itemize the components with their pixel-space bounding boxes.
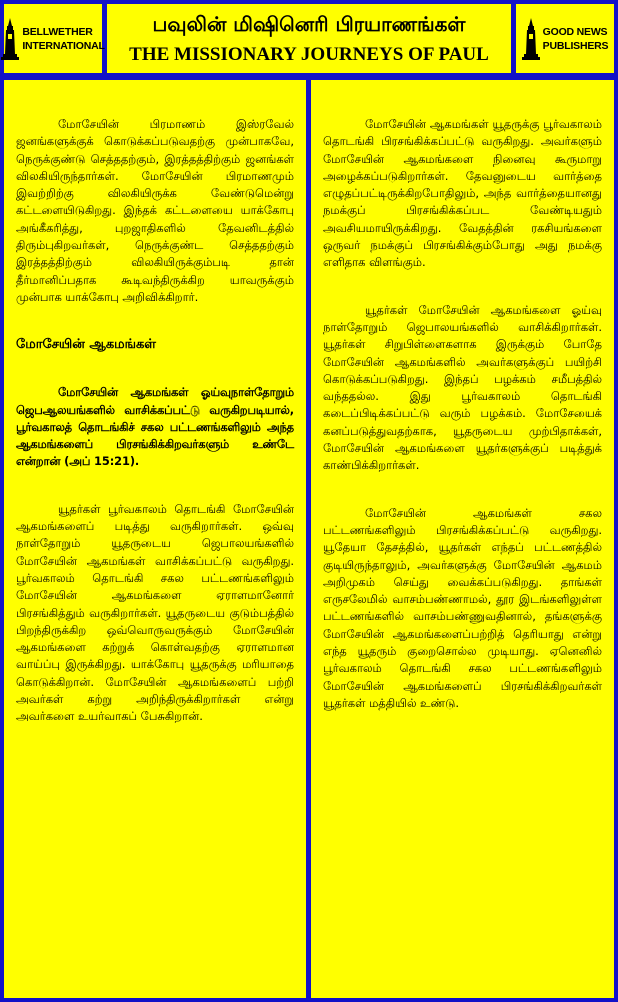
good-news-logo (516, 4, 614, 73)
left-logo-line1: BELLWETHER (22, 25, 93, 38)
right-paragraph-1: மோசேயின் ஆகமங்கள் யூதருக்கு பூர்வகாலம் தொடங்கி பிரசங்கிக்கப்பட்டு வருகிறது. அவர்களும் மோசேயின் ஆகமங்களை நினைவு கூருமாறு அழைக்கப்படுகிறார்கள். தேவனுடைய வார்த்தை எழுதப்பட்டிருக்கிறபோதிலும், அந்த வார்த்தையானது நமக்குப் பிரசங்கிக்கப்பட வேண்டியதும் அவசியமாயிருக்கிறது. வேதத்தின் ரகசியங்களை ஒருவர் நமக்குப் பிரசங்கிக்கும்போது அது நமக்கு எளிதாக விளங்கும். (323, 117, 602, 270)
title-tamil: பவுலின் மிஷினெரி பிரயாணங்கள் (152, 12, 466, 36)
title-english: THE MISSIONARY JOURNEYS OF PAUL (129, 44, 489, 65)
scripture-quote: மோசேயின் ஆகமங்கள் ஓய்வுநாள்தோறும் ஜெபஆலயங்களில் வாசிக்கப்பட்டு வருகிறபடியால், பூர்வகாலத் தொடங்கிச் சகல பட்டணங்களிலும் அந்த ஆகமங்களைப் பிரசங்கிக்கிறவர்களும் உண்டே என்றான் (அப் 15:21). (16, 385, 294, 469)
right-logo-line2: PUBLISHERS (542, 39, 609, 52)
good-news-tower-icon (522, 18, 540, 60)
section-heading: மோசேயின் ஆகமங்கள் (16, 337, 157, 353)
right-column (311, 80, 614, 998)
bellwether-tower-icon (1, 18, 19, 60)
bellwether-logo (4, 4, 105, 73)
right-paragraph-2: யூதர்கள் மோசேயின் ஆகமங்களை ஓய்வு நாள்தோறும் ஜெபாலயங்களில் வாசிக்கிறார்கள். யூதர்கள் சிறுபிள்ளைகளாக இருக்கும் போதே மோசேயின் ஆகமங்களில் அவர்களுக்குப் பயிற்சி கொடுக்கப்படுகிறது. இந்தப் பழக்கம் சமீபத்தில் வந்ததல்ல. இது பூர்வகாலம் தொடங்கி கடைப்பிடிக்கப்பட்டு வரும் பழக்கம். மோசேயைக் கனப்படுத்துவதற்காக, யூதருடைய முற்பிதாக்கள், மோசேயின் ஆகமங்களை யூதர்களுக்குப் படித்துக் காண்பிக்கிறார்கள். (323, 302, 602, 473)
right-logo-line1: GOOD NEWS (542, 25, 608, 38)
left-paragraph-2: யூதர்கள் பூர்வகாலம் தொடங்கி மோசேயின் ஆகமங்களைப் படித்து வருகிறார்கள். ஒவ்வு நாள்தோறும் யூதருடைய ஜெபாலயங்களில் மோசேயின் ஆகமங்கள் வாசிக்கப்பட்டு வருகிறது. பூர்வகாலம் தொடங்கி சகல பட்டணங்களிலும் மோசேயின் ஆகமங்களை ஏராளமானோர் பிரசங்கித்தும் வருகிறார்கள். யூதருடைய குடும்பத்தில் பிறந்திருக்கிற ஒவ்வொருவருக்கும் மோசேயின் ஆகமங்களை கற்றுக் கொள்வதற்கு ஏராளமான வாய்ப்பு இருக்கிறது. யாக்கோபு யூதருக்கு மரியாதை கொடுக்கிறான். மோசேயின் ஆகமங்களைப் பற்றி அவர்கள் கற்று அறிந்திருக்கிறார்கள் என்று அவர்களை உயர்வாகப் பேசுகிறான். (16, 501, 294, 724)
left-paragraph-1: மோசேயின் பிரமாணம் இஸ்ரவேல் ஜனங்களுக்குக் கொடுக்கப்படுவதற்கு முன்பாகவே, நெருக்குண்டு செத்ததற்கும், இரத்தத்திற்கும் ஜனங்கள் விலகியிருந்தார்கள். மோசேயின் பிரமாணமும் இவற்றிற்கு விலகியிருக்க வேண்டுமென்று கட்டளையிடுகிறது. இந்தக் கட்டளையை யாக்கோபு அங்கீகரித்து, புறஜாதிகளில் தேவனிடத்தில் திரும்புகிறவர்கள், நெருக்குண்ட செத்ததற்கும் இரத்தத்திற்கும் விலகியிருக்கும்படி தான் தீர்மானிப்பதாக கூடிவந்திருக்கிற யாவருக்கும் முன்பாக யாக்கோபு அறிவிக்கிறார். (16, 117, 294, 304)
title-panel (107, 4, 511, 73)
left-column (4, 80, 306, 998)
right-paragraph-3: மோசேயின் ஆகமங்கள் சகல பட்டணங்களிலும் பிரசங்கிக்கப்பட்டு வருகிறது. யூதேயா தேசத்தில், யூதர்கள் எந்தப் பட்டணத்தில் குடியிருந்தாலும், அவர்களுக்கு மோசேயின் ஆகமம் அறிமுகம் செய்து வைக்கப்படுகிறது. தாங்கள் எருசலேமில் வாசம்பண்ணாமல், தூர இடங்களிலுள்ள பட்டணங்களில் வாசம்பண்ணுவதினால், தங்களுக்கு மோசேயின் ஆகமங்களைப்பற்றித் தெரியாது என்று எந்த யூதரும் குறைசொல்ல முடியாது. ஏனெனில் பூர்வகாலம் தொடங்கி சகல பட்டணங்களிலும் மோசேயின் ஆகமங்களைப் பிரசங்கிக்கிறவர்கள் யூதர்கள் மத்தியில் உண்டு. (323, 505, 602, 710)
left-logo-line2: INTERNATIONAL (22, 39, 105, 52)
